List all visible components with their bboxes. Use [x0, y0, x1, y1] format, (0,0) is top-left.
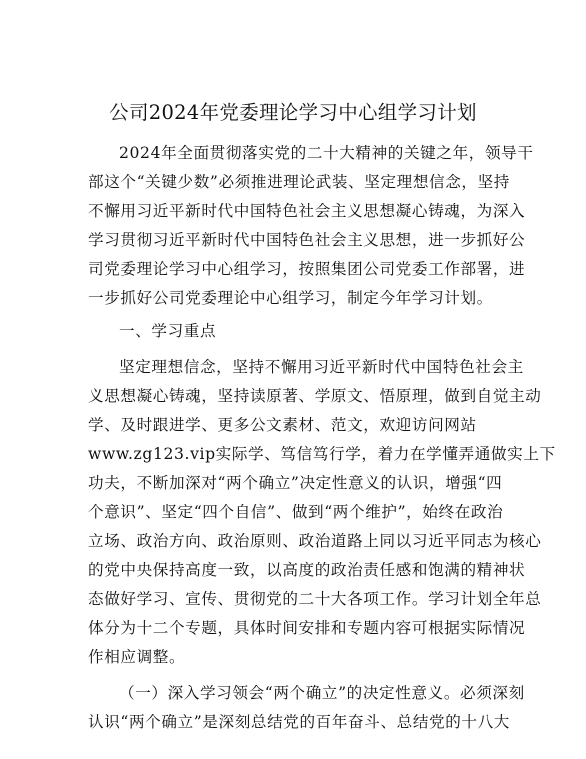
document-body — [88, 139, 556, 737]
paragraph-line: www.zg123.vip实际学、笃信笃行学，着力在学懂弄通做实上下 — [88, 445, 556, 463]
paragraph-line: 司党委理论学习中心组学习，按照集团公司党委工作部署，进 — [88, 260, 526, 278]
paragraph-line: 义思想凝心铸魂，坚持读原著、学原文、悟原理，做到自觉主动 — [88, 387, 542, 405]
document-title: 公司2024年党委理论学习中心组学习计划 — [109, 101, 477, 124]
paragraph-line: 2024年全面贯彻落实党的二十大精神的关键之年，领导干 — [119, 144, 534, 162]
paragraph-line: 个意识”、坚定“四个自信”、做到“两个维护”，始终在政治 — [88, 503, 504, 521]
paragraph-line: 学习贯彻习近平新时代中国特色社会主义思想，进一步抓好公 — [88, 231, 526, 249]
paragraph-line: 学、及时跟进学、更多公文素材、范文，欢迎访问网站 — [88, 416, 477, 434]
paragraph-line: 认识“两个确立”是深刻总结党的百年奋斗、总结党的十八大 — [88, 713, 510, 731]
paragraph-line: （一）深入学习领会“两个确立”的决定性意义。必须深刻 — [119, 684, 525, 702]
paragraph-line: 态做好学习、宣传、贯彻党的二十大各项工作。学习计划全年总 — [88, 590, 542, 608]
paragraph-line: 作相应调整。 — [88, 648, 186, 666]
paragraph-line: 坚定理想信念，坚持不懈用习近平新时代中国特色社会主 — [119, 358, 524, 376]
paragraph-line: 体分为十二个专题，具体时间安排和专题内容可根据实际情况 — [88, 619, 526, 637]
section-heading: 一、学习重点 — [119, 322, 217, 340]
paragraph-line: 不懈用习近平新时代中国特色社会主义思想凝心铸魂，为深入 — [88, 202, 526, 220]
paragraph-line: 立场、政治方向、政治原则、政治道路上同以习近平同志为核心 — [88, 532, 542, 550]
paragraph-line: 一步抓好公司党委理论中心组学习，制定今年学习计划。 — [88, 289, 493, 307]
paragraph-line: 的党中央保持高度一致，以高度的政治责任感和饱满的精神状 — [88, 561, 526, 579]
paragraph-line: 功夫，不断加深对“两个确立”决定性意义的认识，增强“四 — [88, 474, 503, 492]
paragraph-line: 部这个“关键少数”必须推进理论武装、坚定理想信念，坚持 — [88, 173, 510, 191]
